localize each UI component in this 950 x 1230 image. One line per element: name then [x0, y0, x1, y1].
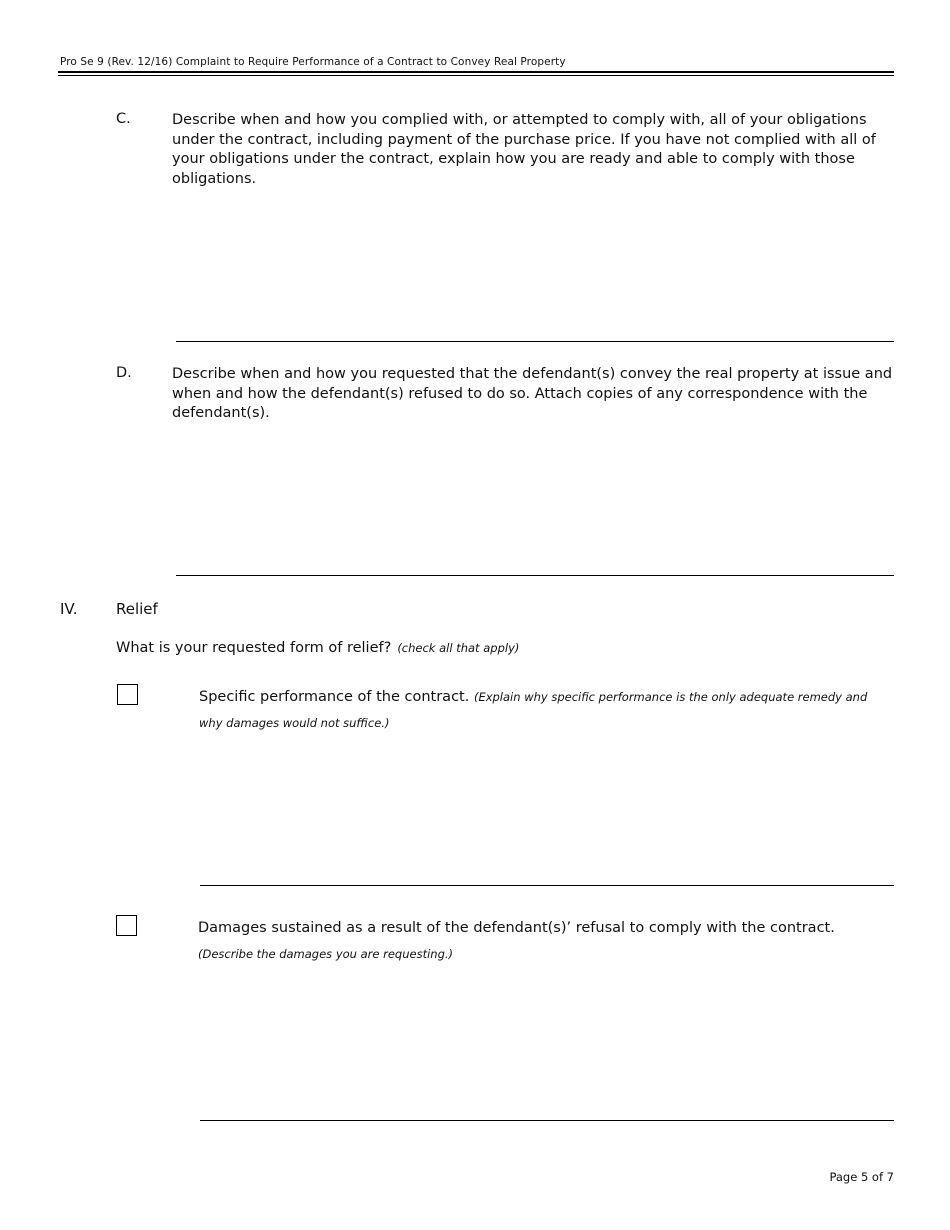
item-d-letter: D. — [116, 365, 132, 381]
item-d-text: Describe when and how you requested that the defendant(s) convey the real property at issue and when and how the defendant(s) refused to do so. Attach copies of any correspondence with the defendant(s). — [172, 366, 893, 421]
header-rule-thin — [58, 75, 894, 76]
relief-question — [116, 640, 519, 656]
relief-question-hint: (check all that apply) — [397, 641, 520, 655]
section-iv-title: Relief — [116, 600, 158, 618]
damages-answer-line[interactable] — [200, 1120, 894, 1121]
damages-option — [198, 915, 868, 967]
specific-performance-label: Specific performance of the contract. — [199, 689, 470, 705]
damages-checkbox[interactable] — [116, 915, 137, 936]
damages-hint: (Describe the damages you are requesting.) — [198, 947, 454, 961]
form-header-title: Pro Se 9 (Rev. 12/16) Complaint to Require Performance of a Contract to Convey Real Property — [60, 56, 566, 68]
specific-performance-hint: (Explain why specific performance is the only adequate remedy and why damages would not suffice.) — [199, 690, 868, 730]
relief-question-text: What is your requested form of relief? — [116, 640, 392, 656]
item-c-text: Describe when and how you complied with, or attempted to comply with, all of your obligations under the contract, including payment of the purchase price. If you have not complied with all of your obligations under the contract, explain how you are ready and able to comply with those obligations. — [172, 112, 876, 187]
item-c-letter: C. — [116, 111, 131, 127]
specific-performance-checkbox[interactable] — [117, 684, 138, 705]
item-d-answer-line[interactable] — [176, 575, 894, 576]
page-number: Page 5 of 7 — [829, 1170, 894, 1184]
specific-performance-answer-line[interactable] — [200, 885, 894, 886]
section-iv-number: IV. — [60, 600, 78, 618]
header-rule-thick — [58, 71, 894, 73]
item-c-answer-line[interactable] — [176, 341, 894, 342]
damages-label: Damages sustained as a result of the defendant(s)’ refusal to comply with the contract. — [198, 920, 835, 936]
specific-performance-option — [199, 684, 879, 736]
